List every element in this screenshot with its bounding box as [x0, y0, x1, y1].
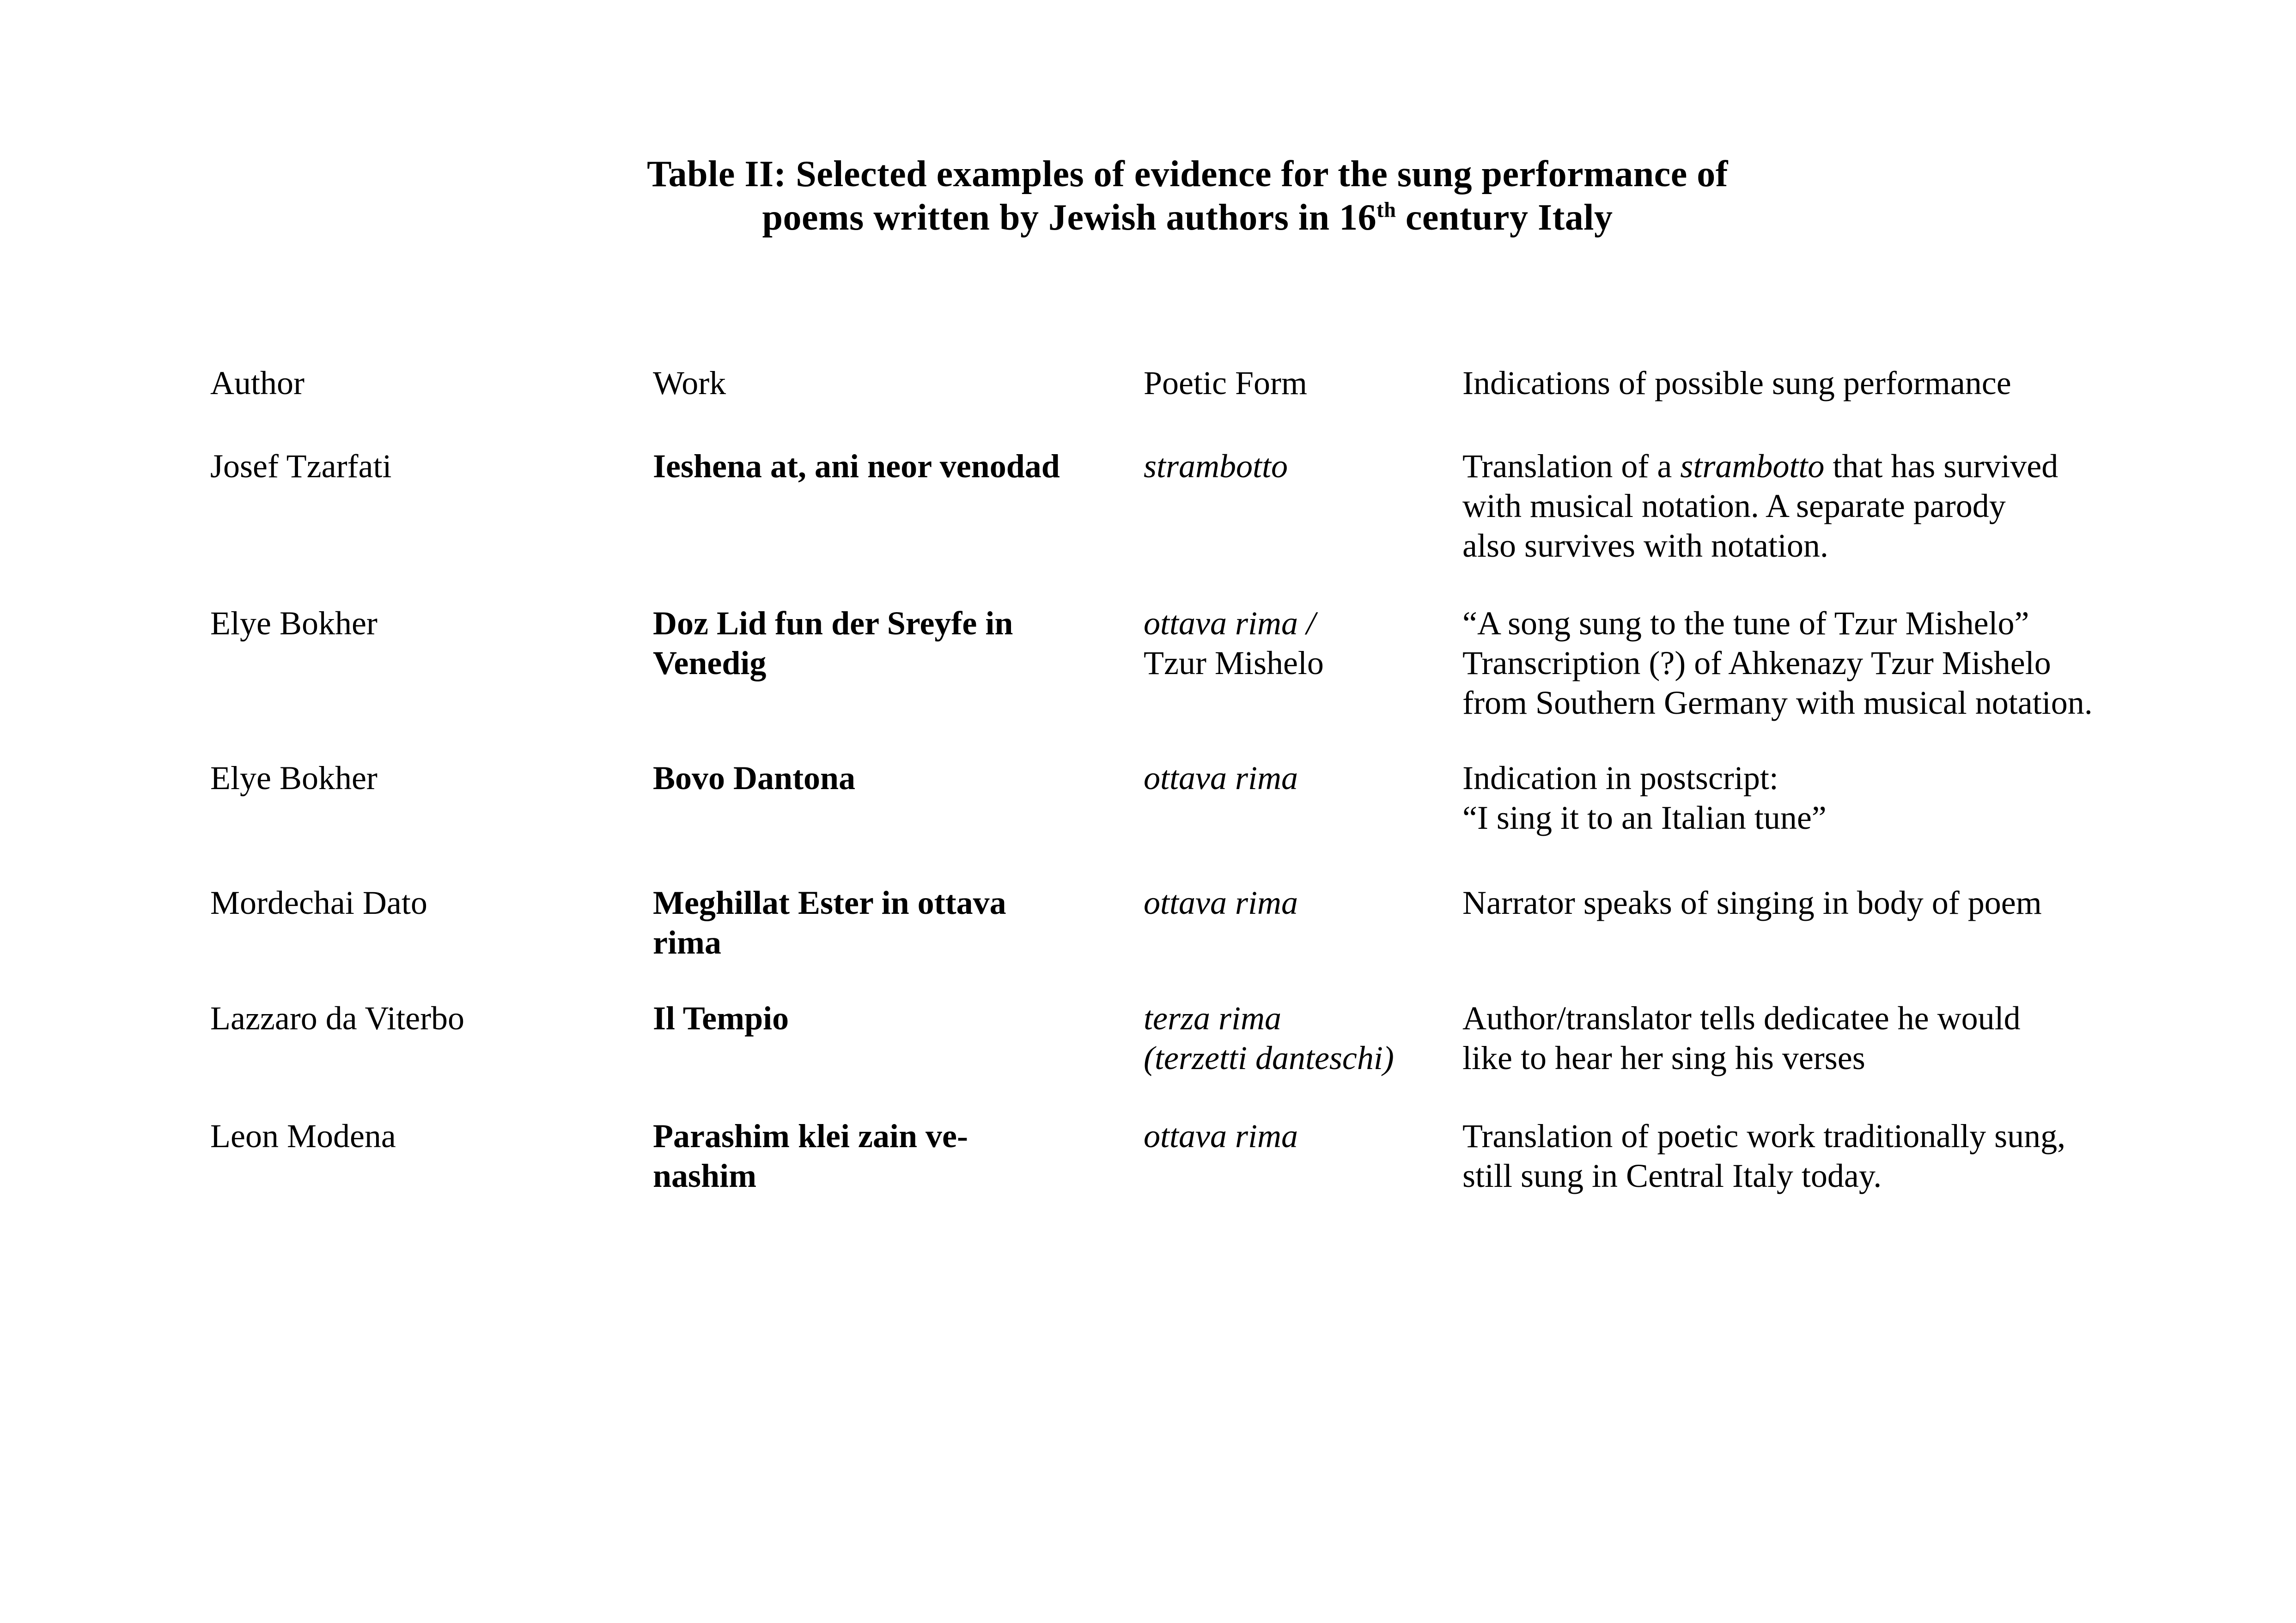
poetic-form-line: ottava rima: [1144, 760, 1298, 796]
work-title-line: Ieshena at, ani neor venodad: [653, 448, 1060, 485]
work-cell: [653, 998, 1144, 1038]
table-row: [210, 1116, 2165, 1196]
author-cell: [210, 446, 653, 486]
work-title-line: Meghillat Ester in ottava: [653, 884, 1006, 921]
table-title: [210, 152, 2165, 239]
indication-line: Indication in postscript:: [1462, 760, 1778, 796]
table-row: [210, 883, 2165, 962]
table-header-row: [210, 363, 2165, 403]
table-title-line2-text: poems written by Jewish authors in 16: [762, 197, 1377, 238]
author-cell: [210, 883, 653, 923]
work-cell: [653, 446, 1144, 486]
author-cell: [210, 603, 653, 643]
author-cell: [210, 758, 653, 798]
indication-line: Author/translator tells dedicatee he would: [1462, 1000, 2021, 1037]
poetic-form-line: ottava rima: [1144, 1118, 1298, 1155]
indication-line: also survives with notation.: [1462, 527, 1828, 564]
work-title-line: Parashim klei zain ve-: [653, 1118, 968, 1155]
author-name: Lazzaro da Viterbo: [210, 1000, 465, 1037]
table-row: [210, 603, 2165, 723]
indications-cell: [1462, 446, 2165, 565]
table-title-line2-tail: century Italy: [1396, 197, 1613, 238]
work-title-line: Bovo Dantona: [653, 760, 856, 796]
work-cell: [653, 603, 1144, 683]
indications-cell: [1462, 883, 2165, 923]
poetic-form-line: ottava rima: [1144, 884, 1298, 921]
table-row: [210, 998, 2165, 1078]
evidence-table: [210, 363, 2165, 1196]
indication-line: Narrator speaks of singing in body of poem: [1462, 884, 2042, 921]
poetic-form-line: strambotto: [1144, 448, 1288, 485]
indications-cell: [1462, 603, 2165, 723]
indication-line: like to hear her sing his verses: [1462, 1039, 1865, 1076]
work-cell: [653, 758, 1144, 798]
indication-line: “I sing it to an Italian tune”: [1462, 799, 1827, 836]
work-title-line: Venedig: [653, 644, 767, 681]
column-header-work: Work: [653, 365, 726, 401]
poetic-form-line: ottava rima /: [1144, 605, 1315, 642]
poetic-form-cell: [1144, 603, 1462, 683]
poetic-form-cell: [1144, 883, 1462, 923]
indication-line: Transcription (?) of Ahkenazy Tzur Mishelo: [1462, 644, 2051, 681]
author-name: Elye Bokher: [210, 605, 378, 642]
poetic-form-cell: [1144, 998, 1462, 1078]
poetic-form-tune-name: Tzur Mishelo: [1144, 644, 1324, 681]
author-name: Josef Tzarfati: [210, 448, 392, 485]
indication-line: Translation of poetic work traditionally sung,: [1462, 1118, 2066, 1155]
poetic-form-cell: [1144, 1116, 1462, 1156]
table-title-line2: [210, 196, 2165, 239]
work-cell: [653, 1116, 1144, 1196]
author-name: Elye Bokher: [210, 760, 378, 796]
indication-line: [1462, 446, 2165, 486]
indication-line: from Southern Germany with musical notation.: [1462, 684, 2093, 721]
indication-line: still sung in Central Italy today.: [1462, 1157, 1882, 1194]
work-title-line: Doz Lid fun der Sreyfe in: [653, 605, 1013, 642]
work-title-line: nashim: [653, 1157, 757, 1194]
table-title-line1: Table II: Selected examples of evidence for the sung performance of: [647, 154, 1728, 195]
table-row: [210, 446, 2165, 565]
poetic-form-line: (terzetti danteschi): [1144, 1039, 1394, 1076]
author-cell: [210, 1116, 653, 1156]
work-title-line: rima: [653, 924, 721, 961]
indications-cell: [1462, 1116, 2165, 1196]
poetic-form-cell: [1144, 446, 1462, 486]
column-header-indications: Indications of possible sung performance: [1462, 365, 2011, 401]
table-row: [210, 758, 2165, 838]
indication-text: Translation of a: [1462, 448, 1681, 485]
author-cell: [210, 998, 653, 1038]
indication-line: with musical notation. A separate parody: [1462, 487, 2006, 524]
work-title-line: Il Tempio: [653, 1000, 789, 1037]
indication-italic-term: strambotto: [1680, 448, 1825, 485]
author-name: Mordechai Dato: [210, 884, 427, 921]
poetic-form-cell: [1144, 758, 1462, 798]
indications-cell: [1462, 998, 2165, 1078]
indication-line: “A song sung to the tune of Tzur Mishelo”: [1462, 605, 2029, 642]
author-name: Leon Modena: [210, 1118, 396, 1155]
indications-cell: [1462, 758, 2165, 838]
indication-text: that has survived: [1824, 448, 2058, 485]
column-header-author: Author: [210, 365, 305, 401]
column-header-poetic-form: Poetic Form: [1144, 365, 1307, 401]
poetic-form-line: terza rima: [1144, 1000, 1282, 1037]
ordinal-superscript: th: [1376, 198, 1396, 222]
work-cell: [653, 883, 1144, 962]
